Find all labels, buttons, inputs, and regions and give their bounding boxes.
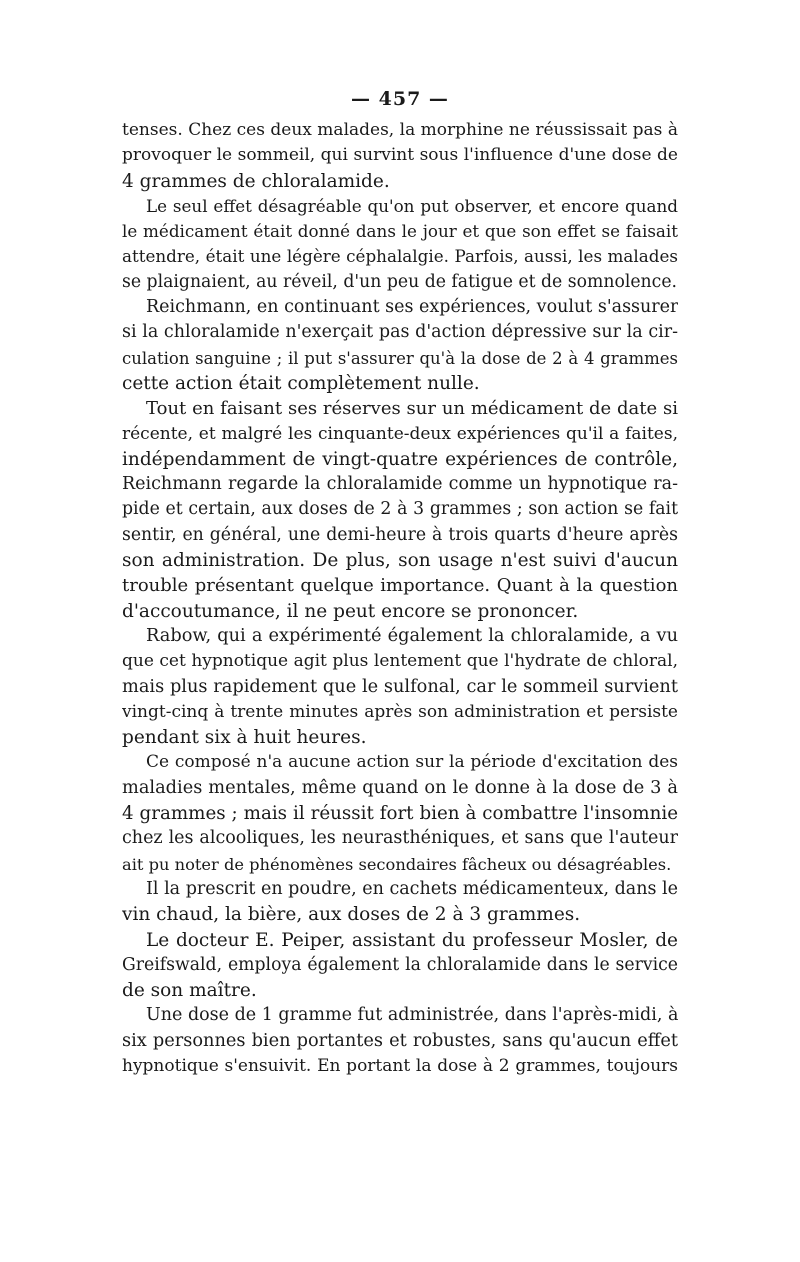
body-text (122, 118, 678, 1079)
text-line: Rabow, qui a expérimenté également la chloralamide, a vu (146, 625, 678, 646)
text-line: Greifswald, employa également la chloralamide dans le service (122, 954, 678, 975)
text-line: pide et certain, aux doses de 2 à 3 grammes ; son action se fait (122, 499, 678, 520)
text-line: ait pu noter de phénomènes secondaires fâcheux ou désagréables. (122, 854, 672, 874)
text-line: Reichmann, en continuant ses expériences, voulut s'assurer (146, 297, 678, 318)
text-line: Le docteur E. Peiper, assistant du professeur Mosler, de (146, 929, 678, 951)
text-line: vin chaud, la bière, aux doses de 2 à 3 grammes. (122, 904, 581, 926)
text-line: trouble présentant quelque importance. Quant à la question (122, 575, 678, 597)
text-line: de son maître. (122, 980, 257, 1002)
text-line: si la chloralamide n'exerçait pas d'action dépressive sur la cir- (122, 322, 678, 343)
text-line: mais plus rapidement que le sulfonal, car le sommeil survient (122, 676, 678, 697)
text-line: le médicament était donné dans le jour et que son effet se faisait (122, 221, 678, 242)
text-line: maladies mentales, même quand on le donne à la dose de 3 à (122, 777, 678, 798)
text-line: Il la prescrit en poudre, en cachets médicamenteux, dans le (146, 878, 678, 899)
page-number: — 457 — (351, 88, 449, 110)
text-line: Tout en faisant ses réserves sur un médicament de date si (146, 398, 678, 420)
text-line: vingt-cinq à trente minutes après son administration et persiste (122, 701, 678, 722)
text-line: attendre, était une légère céphalalgie. Parfois, aussi, les malades (122, 246, 678, 267)
text-line: Ce composé n'a aucune action sur la période d'excitation des (146, 752, 678, 773)
text-line: hypnotique s'ensuivit. En portant la dose à 2 grammes, toujours (122, 1055, 678, 1076)
text-line: Reichmann regarde la chloralamide comme un hypnotique ra- (122, 474, 678, 495)
text-line: d'accoutumance, il ne peut encore se prononcer. (122, 600, 579, 622)
text-line: chez les alcooliques, les neurasthéniques, et sans que l'auteur (122, 828, 678, 849)
text-line: tenses. Chez ces deux malades, la morphine ne réussissait pas à (122, 120, 678, 140)
text-line: que cet hypnotique agit plus lentement que l'hydrate de chloral, (122, 651, 678, 672)
text-line: 4 grammes ; mais il réussit fort bien à combattre l'insomnie (122, 803, 678, 825)
text-line: pendant six à huit heures. (122, 727, 367, 749)
text-line: sentir, en général, une demi-heure à trois quarts d'heure après (122, 524, 678, 545)
text-line: provoquer le sommeil, qui survint sous l'influence d'une dose de (122, 145, 678, 166)
text-line: Une dose de 1 gramme fut administrée, dans l'après-midi, à (146, 1005, 678, 1026)
text-line: cette action était complètement nulle. (122, 372, 480, 394)
text-line: son administration. De plus, son usage n'est suivi d'aucun (122, 550, 678, 572)
text-line: six personnes bien portantes et robustes, sans qu'aucun effet (122, 1030, 678, 1051)
text-line: indépendamment de vingt-quatre expériences de contrôle, (122, 448, 678, 470)
text-line: récente, et malgré les cinquante-deux expériences qu'il a faites, (122, 423, 678, 444)
text-line: culation sanguine ; il put s'assurer qu'à la dose de 2 à 4 grammes (122, 348, 678, 368)
text-line: Le seul effet désagréable qu'on put observer, et encore quand (146, 195, 678, 216)
text-line: 4 grammes de chloralamide. (122, 170, 390, 192)
text-line: se plaignaient, au réveil, d'un peu de fatigue et de somnolence. (122, 271, 678, 292)
